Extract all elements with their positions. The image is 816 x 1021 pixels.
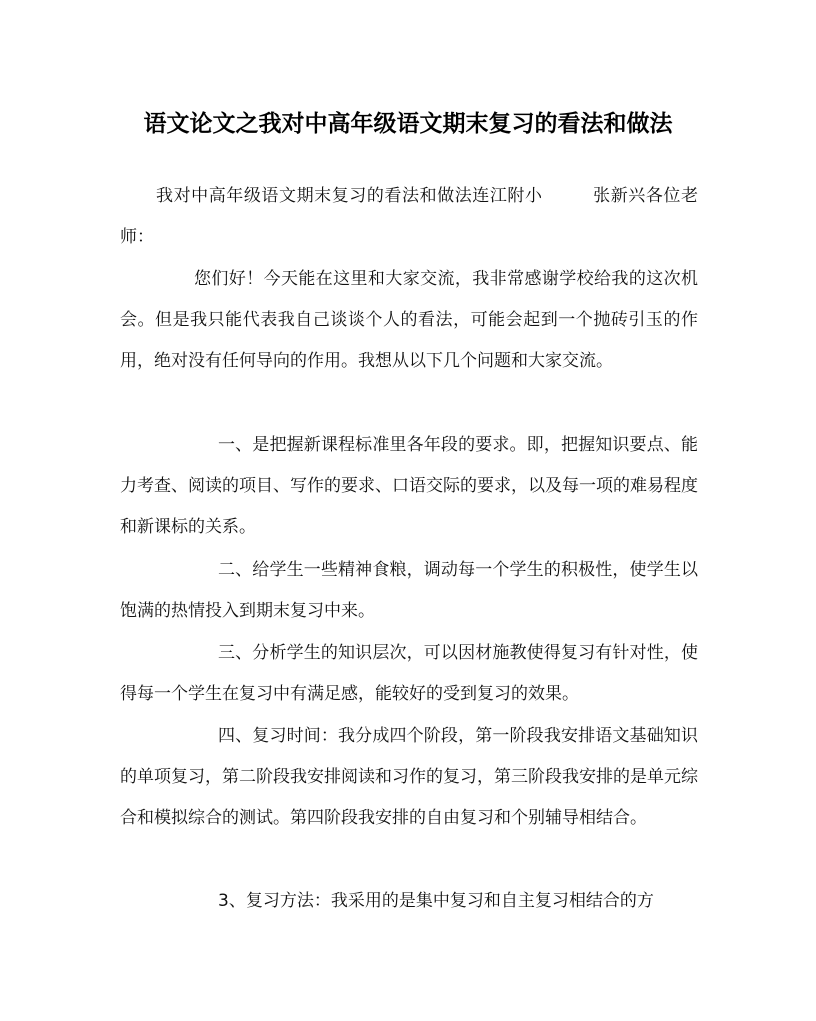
paragraph-point-2: 二、给学生一些精神食粮，调动每一个学生的积极性，使学生以饱满的热情投入到期末复习中来。: [120, 560, 698, 621]
intro-text-part-1: 我对中高年级语文期末复习的看法和做法连江附小: [156, 186, 543, 206]
intro-text-part-2: 张新兴各位老师：: [120, 186, 699, 247]
paragraph-point-5: 3、复习方法：我采用的是集中复习和自主复习相结合的方: [218, 891, 654, 911]
paragraph-intro: [120, 176, 698, 258]
document-title: 语文论文之我对中高年级语文期末复习的看法和做法: [143, 110, 673, 137]
paragraph-point-3: 三、分析学生的知识层次，可以因材施教使得复习有针对性，使得每一个学生在复习中有满足感，能较好的受到复习的效果。: [120, 643, 698, 704]
paragraph-point-1: 一、是把握新课程标准里各年段的要求。即，把握知识要点、能力考查、阅读的项目、写作的要求、口语交际的要求，以及每一项的难易程度和新课标的关系。: [120, 435, 698, 537]
paragraph-greeting: 您们好！今天能在这里和大家交流，我非常感谢学校给我的这次机会。但是我只能代表我自己谈谈个人的看法，可能会起到一个抛砖引玉的作用，绝对没有任何导向的作用。我想从以下几个问题和大家交流。: [120, 269, 698, 371]
paragraph-point-4: 四、复习时间：我分成四个阶段，第一阶段我安排语文基础知识的单项复习，第二阶段我安排阅读和习作的复习，第三阶段我安排的是单元综合和模拟综合的测试。第四阶段我安排的自由复习和个别辅导相结合。: [120, 726, 698, 828]
